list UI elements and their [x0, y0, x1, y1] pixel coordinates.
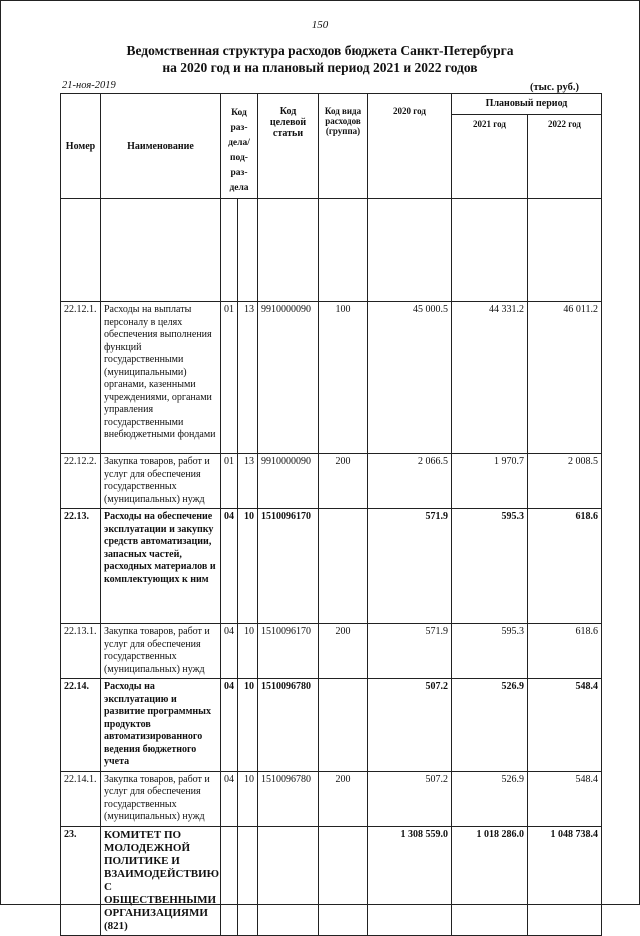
- row-subsection-code: 10: [238, 624, 258, 679]
- header-section-code: Код раз- дела/ под- раз- дела: [221, 94, 258, 199]
- row-number: 22.12.1.: [61, 302, 101, 454]
- row-amount-2020: 571.9: [368, 624, 452, 679]
- row-name: Расходы на выплаты персоналу в целях обеспечения выполнения функций государственными (муниципальными) органами, казенными учреждениями, органами управления государственными внебюджетными фондами: [101, 302, 221, 454]
- row-expense-type-code: [319, 679, 368, 772]
- row-subsection-code: 10: [238, 771, 258, 826]
- row-subsection-code: 13: [238, 454, 258, 509]
- row-expense-type-code: [319, 826, 368, 935]
- row-amount-2021: 595.3: [452, 624, 528, 679]
- row-section-code: 04: [221, 509, 238, 624]
- row-subsection-code: 13: [238, 302, 258, 454]
- row-target-code: 1510096170: [258, 509, 319, 624]
- row-amount-2021: 595.3: [452, 509, 528, 624]
- row-subsection-code: 10: [238, 509, 258, 624]
- row-name: Расходы на обеспечение эксплуатации и закупку средств автоматизации, запасных частей, расходных материалов и комплектующих к ним: [101, 509, 221, 624]
- row-name: Расходы на эксплуатацию и развитие программных продуктов автоматизированного ведения бюджетного учета: [101, 679, 221, 772]
- table-row: [61, 679, 602, 772]
- row-amount-2022: 548.4: [528, 679, 602, 772]
- table-row: [61, 509, 602, 624]
- row-target-code: [258, 826, 319, 935]
- document-title-line-2: на 2020 год и на плановый период 2021 и 2022 годов: [162, 60, 478, 75]
- row-amount-2022: 618.6: [528, 509, 602, 624]
- row-name: КОМИТЕТ ПО МОЛОДЕЖНОЙ ПОЛИТИКЕ И ВЗАИМОДЕЙСТВИЮ С ОБЩЕСТВЕННЫМИ ОРГАНИЗАЦИЯМИ (821): [101, 826, 221, 935]
- header-expense-type-code: Код вида расходов (группа): [319, 94, 368, 199]
- row-amount-2020: 2 066.5: [368, 454, 452, 509]
- row-subsection-code: [238, 826, 258, 935]
- row-number: 22.14.1.: [61, 771, 101, 826]
- row-amount-2021: 526.9: [452, 771, 528, 826]
- row-expense-type-code: 200: [319, 771, 368, 826]
- row-amount-2022: 46 011.2: [528, 302, 602, 454]
- row-section-code: [221, 826, 238, 935]
- row-amount-2022: 548.4: [528, 771, 602, 826]
- row-expense-type-code: 200: [319, 624, 368, 679]
- continuation-gap-row: [61, 199, 602, 302]
- page-number: 150: [311, 19, 329, 31]
- header-year-2020: 2020 год: [368, 94, 452, 199]
- row-target-code: 9910000090: [258, 454, 319, 509]
- units-label: (тыс. руб.): [530, 82, 579, 93]
- row-number: 22.14.: [61, 679, 101, 772]
- table-row: [61, 302, 602, 454]
- row-amount-2020: 571.9: [368, 509, 452, 624]
- row-amount-2021: 1 018 286.0: [452, 826, 528, 935]
- row-name: Закупка товаров, работ и услуг для обеспечения государственных (муниципальных) нужд: [101, 624, 221, 679]
- row-target-code: 9910000090: [258, 302, 319, 454]
- row-target-code: 1510096170: [258, 624, 319, 679]
- table-row: [61, 771, 602, 826]
- row-amount-2020: 507.2: [368, 679, 452, 772]
- row-section-code: 04: [221, 624, 238, 679]
- row-number: 23.: [61, 826, 101, 935]
- row-expense-type-code: 100: [319, 302, 368, 454]
- row-section-code: 01: [221, 454, 238, 509]
- header-target-code: Код целевой статьи: [258, 94, 319, 199]
- row-expense-type-code: [319, 509, 368, 624]
- table-row: [61, 624, 602, 679]
- row-amount-2020: 507.2: [368, 771, 452, 826]
- header-year-2021: 2021 год: [452, 114, 528, 198]
- row-target-code: 1510096780: [258, 679, 319, 772]
- row-amount-2020: 45 000.5: [368, 302, 452, 454]
- row-number: 22.13.1.: [61, 624, 101, 679]
- row-amount-2022: 1 048 738.4: [528, 826, 602, 935]
- header-number: Номер: [61, 94, 101, 199]
- table-row: [61, 826, 602, 935]
- header-year-2022: 2022 год: [528, 114, 602, 198]
- table-row: [61, 454, 602, 509]
- row-section-code: 04: [221, 771, 238, 826]
- row-subsection-code: 10: [238, 679, 258, 772]
- row-name: Закупка товаров, работ и услуг для обеспечения государственных (муниципальных) нужд: [101, 771, 221, 826]
- document-date: 21-ноя-2019: [62, 80, 116, 91]
- row-amount-2021: 44 331.2: [452, 302, 528, 454]
- row-name: Закупка товаров, работ и услуг для обеспечения государственных (муниципальных) нужд: [101, 454, 221, 509]
- row-amount-2022: 2 008.5: [528, 454, 602, 509]
- header-planned-period: Плановый период: [452, 94, 602, 115]
- row-section-code: 04: [221, 679, 238, 772]
- row-expense-type-code: 200: [319, 454, 368, 509]
- row-amount-2020: 1 308 559.0: [368, 826, 452, 935]
- row-number: 22.12.2.: [61, 454, 101, 509]
- row-target-code: 1510096780: [258, 771, 319, 826]
- row-amount-2021: 1 970.7: [452, 454, 528, 509]
- row-number: 22.13.: [61, 509, 101, 624]
- row-section-code: 01: [221, 302, 238, 454]
- document-title-line-1: Ведомственная структура расходов бюджета Санкт-Петербурга: [126, 43, 514, 58]
- row-amount-2021: 526.9: [452, 679, 528, 772]
- budget-table: [60, 93, 602, 936]
- header-name: Наименование: [101, 94, 221, 199]
- row-amount-2022: 618.6: [528, 624, 602, 679]
